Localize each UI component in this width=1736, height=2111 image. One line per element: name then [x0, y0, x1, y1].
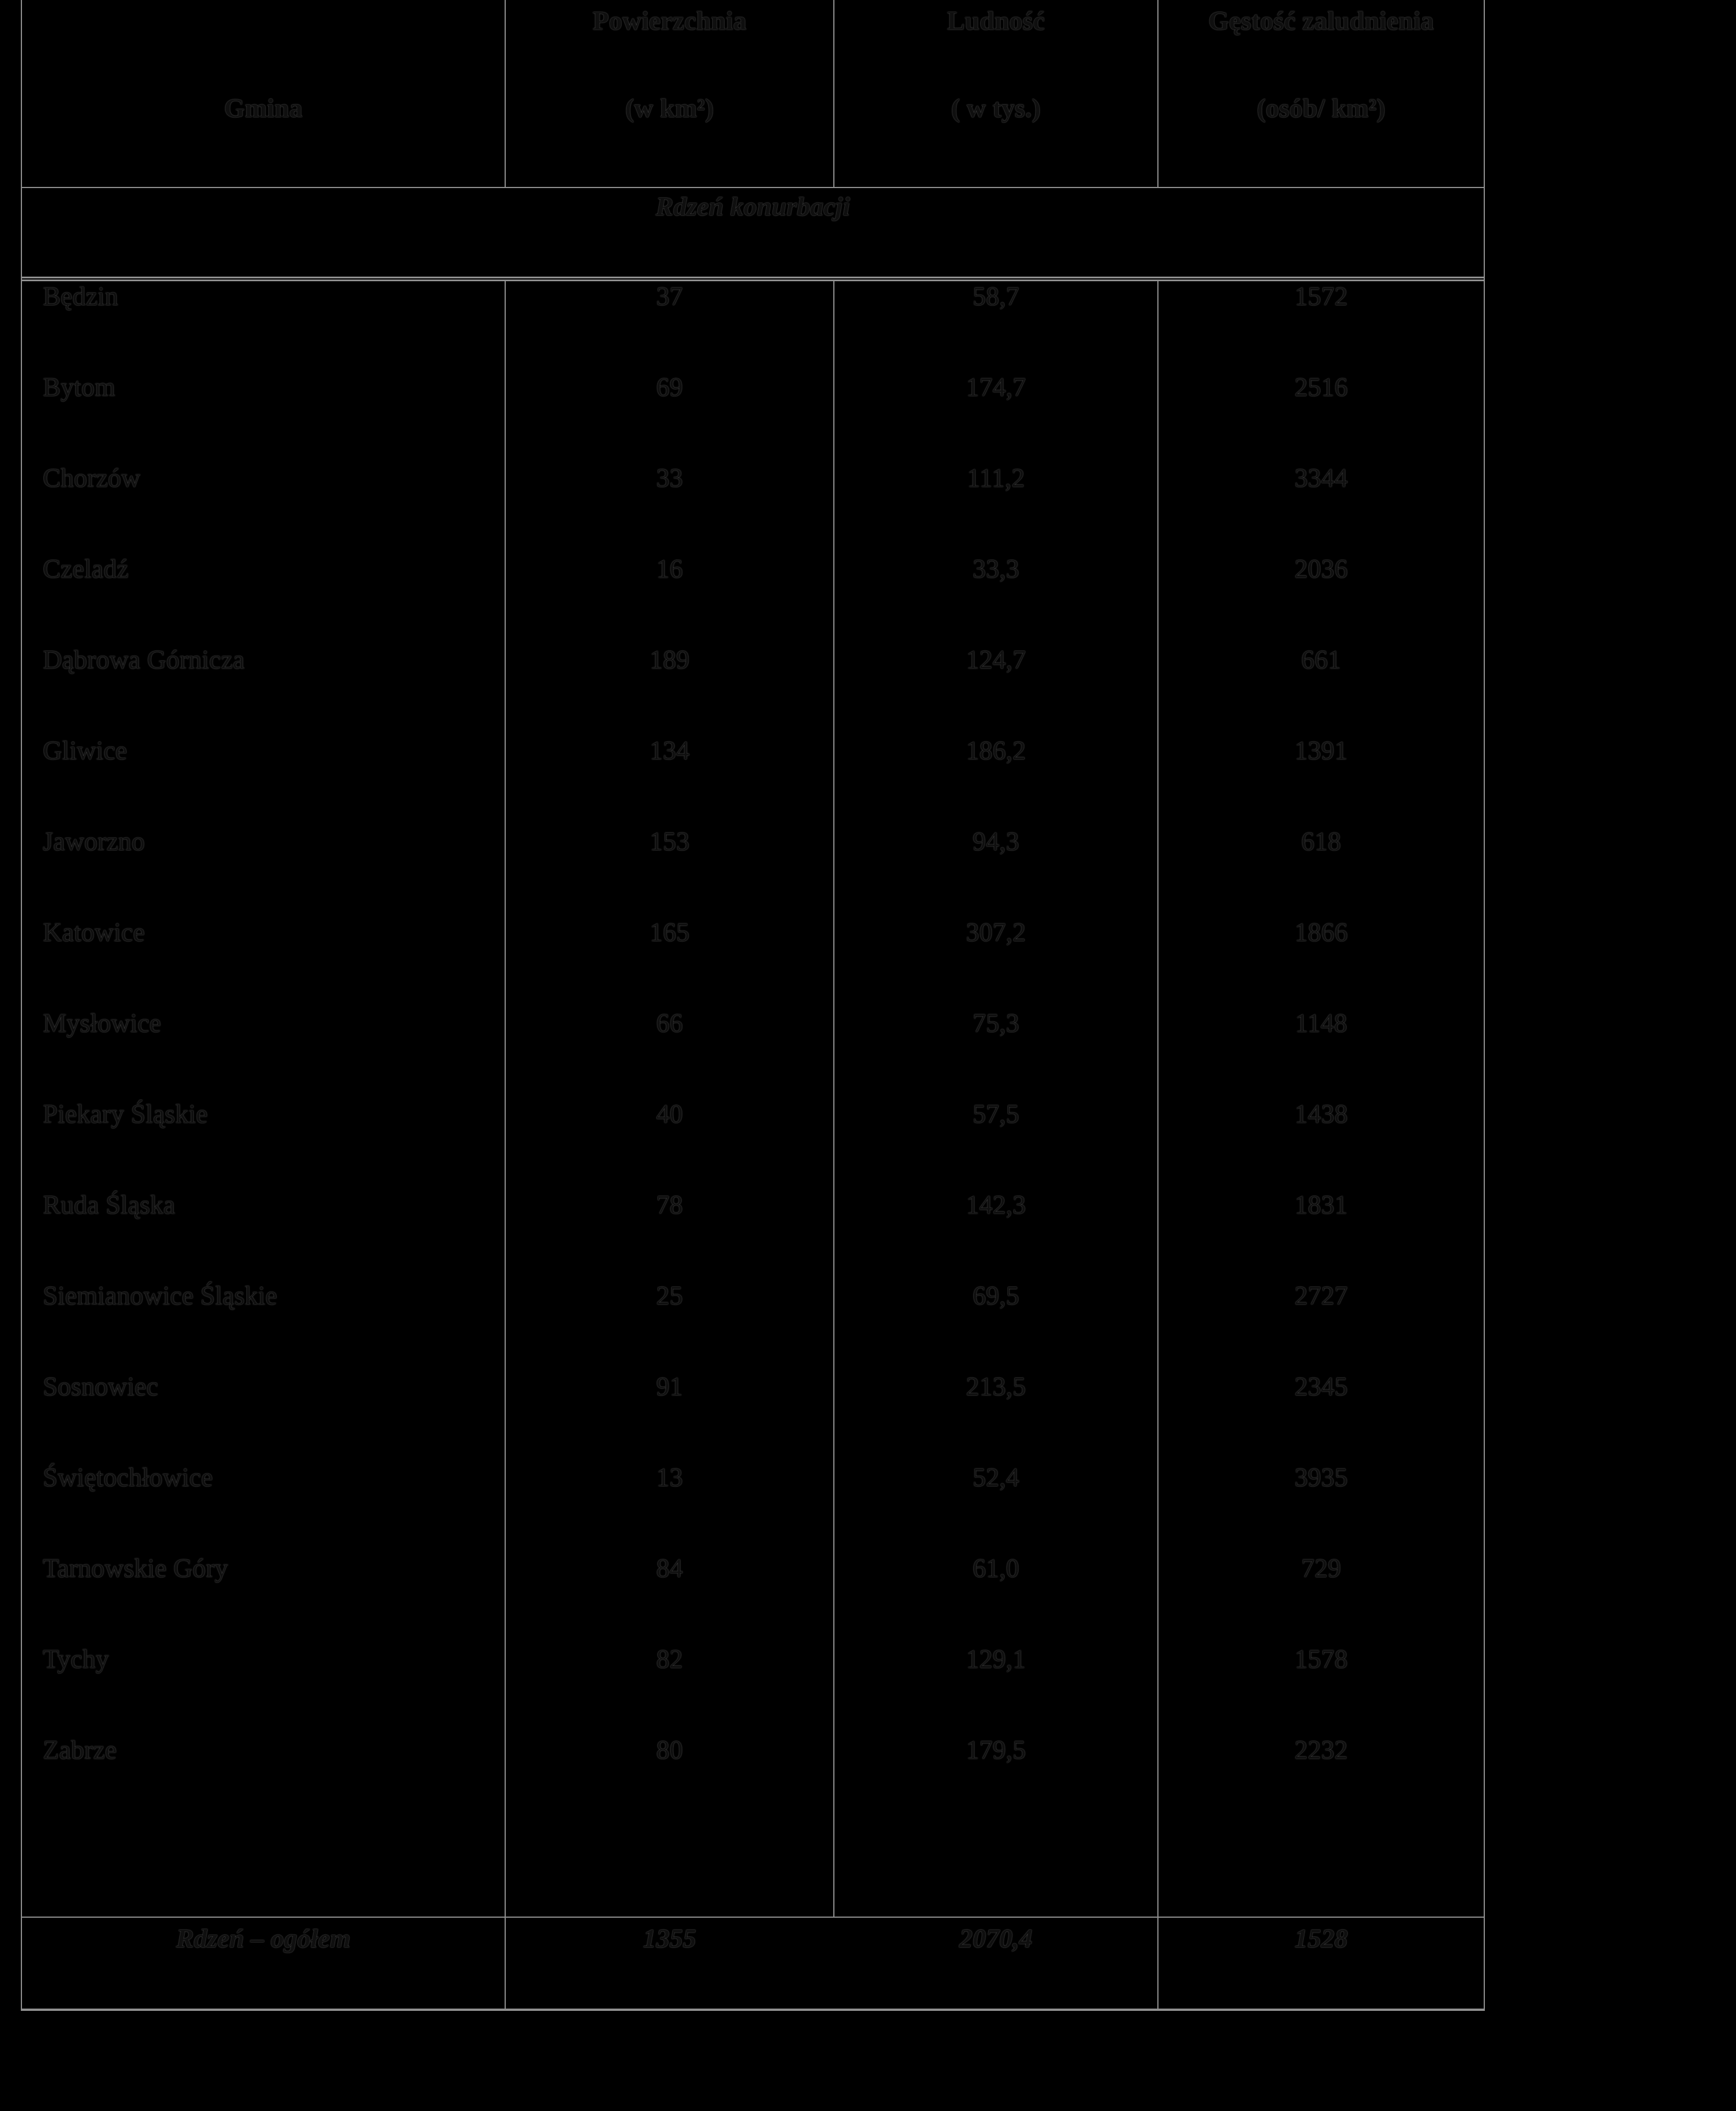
cell-density: 1578 [1294, 1644, 1348, 1674]
cell-area: 37 [506, 281, 834, 372]
cell-name: Katowice [22, 917, 506, 1008]
cell-density: 1866 [1294, 917, 1348, 947]
table-row [22, 463, 1484, 554]
table-row [22, 554, 1484, 645]
table-header-row [22, 0, 1484, 188]
cell-population: 52,4 [834, 1462, 1158, 1553]
cell-population: 57,5 [834, 1099, 1158, 1190]
cell-density: 729 [1301, 1553, 1341, 1583]
cell-population: 69,5 [834, 1281, 1158, 1371]
table-row [22, 1281, 1484, 1371]
cell-area: 153 [506, 826, 834, 917]
cell-density: 2036 [1294, 554, 1348, 583]
cell-area: 69 [506, 372, 834, 463]
cell-name: Będzin [22, 281, 506, 372]
table-row [22, 372, 1484, 463]
cell-area: 40 [506, 1099, 834, 1190]
cell-area: 134 [506, 735, 834, 826]
column-label-gmina: Gmina [224, 93, 303, 123]
table-row [22, 1644, 1484, 1735]
cell-density: 2727 [1294, 1281, 1348, 1310]
cell-name: Czeladź [22, 554, 506, 645]
cell-population: 111,2 [834, 463, 1158, 554]
empty-cell [22, 1826, 506, 1917]
cell-name: Siemianowice Śląskie [22, 1281, 506, 1371]
column-label-population: Ludność [947, 6, 1045, 35]
cell-name: Piekary Śląskie [22, 1099, 506, 1190]
cell-population: 61,0 [834, 1553, 1158, 1644]
column-label-area: Powierzchnia [593, 6, 746, 35]
cell-area: 80 [506, 1735, 834, 1826]
cell-density: 2232 [1294, 1735, 1348, 1764]
cell-area: 78 [506, 1190, 834, 1281]
cell-population: 213,5 [834, 1371, 1158, 1462]
column-unit-area: (w km²) [625, 93, 714, 123]
cell-population: 94,3 [834, 826, 1158, 917]
cell-name: Świętochłowice [22, 1462, 506, 1553]
cell-density: 2345 [1294, 1371, 1348, 1401]
table-row [22, 281, 1484, 372]
cell-density: 1831 [1294, 1190, 1348, 1219]
cell-area: 33 [506, 463, 834, 554]
header-cell-density [1158, 0, 1484, 187]
cell-population: 58,7 [834, 281, 1158, 372]
total-row [22, 1917, 1484, 2011]
cell-density: 1148 [1294, 1008, 1348, 1038]
table-row [22, 1190, 1484, 1281]
cell-name: Jaworzno [22, 826, 506, 917]
cell-population: 142,3 [834, 1190, 1158, 1281]
conurbation-table [21, 0, 1485, 2011]
cell-name: Sosnowiec [22, 1371, 506, 1462]
cell-density: 1391 [1294, 735, 1348, 765]
empty-cell [506, 1826, 834, 1917]
cell-population: 75,3 [834, 1008, 1158, 1099]
table-row [22, 1735, 1484, 1826]
cell-density: 2516 [1294, 372, 1348, 402]
section-title: Rdzeń konurbacji [655, 192, 851, 221]
table-row [22, 826, 1484, 917]
cell-density: 1438 [1294, 1099, 1348, 1128]
cell-population: 33,3 [834, 554, 1158, 645]
cell-population: 124,7 [834, 645, 1158, 735]
header-cell-gmina [22, 0, 506, 187]
empty-cell [1158, 1826, 1484, 1917]
total-density: 1528 [1294, 1924, 1348, 1953]
header-cell-area [506, 0, 834, 187]
table-row [22, 917, 1484, 1008]
total-population: 2070,4 [834, 1918, 1158, 2009]
cell-density: 618 [1301, 826, 1341, 856]
cell-density: 661 [1301, 645, 1341, 674]
section-band [22, 188, 1484, 281]
cell-name: Zabrze [22, 1735, 506, 1826]
cell-population: 307,2 [834, 917, 1158, 1008]
cell-area: 82 [506, 1644, 834, 1735]
header-cell-population [834, 0, 1158, 187]
cell-area: 13 [506, 1462, 834, 1553]
cell-population: 129,1 [834, 1644, 1158, 1735]
cell-population: 186,2 [834, 735, 1158, 826]
empty-cell [834, 1826, 1158, 1917]
cell-density: 3935 [1294, 1462, 1348, 1492]
cell-area: 25 [506, 1281, 834, 1371]
cell-density: 1572 [1294, 281, 1348, 311]
cell-area: 91 [506, 1371, 834, 1462]
table-row [22, 1008, 1484, 1099]
cell-name: Gliwice [22, 735, 506, 826]
cell-name: Mysłowice [22, 1008, 506, 1099]
total-area: 1355 [643, 1924, 696, 1953]
cell-population: 174,7 [834, 372, 1158, 463]
cell-name: Tychy [22, 1644, 506, 1735]
column-unit-density: (osób/ km²) [1256, 93, 1386, 123]
cell-population: 179,5 [834, 1735, 1158, 1826]
cell-area: 84 [506, 1553, 834, 1644]
empty-row [22, 1826, 1484, 1917]
column-label-density: Gęstość zaludnienia [1208, 6, 1434, 35]
cell-name: Tarnowskie Góry [22, 1553, 506, 1644]
table-row [22, 1462, 1484, 1553]
cell-area: 189 [506, 645, 834, 735]
total-label: Rdzeń – ogółem [22, 1918, 506, 2009]
column-unit-population: ( w tys.) [951, 93, 1041, 123]
cell-area: 165 [506, 917, 834, 1008]
cell-name: Bytom [22, 372, 506, 463]
cell-name: Ruda Śląska [22, 1190, 506, 1281]
table-row [22, 1099, 1484, 1190]
table-row [22, 645, 1484, 735]
table-row [22, 1371, 1484, 1462]
cell-area: 66 [506, 1008, 834, 1099]
cell-area: 16 [506, 554, 834, 645]
cell-name: Chorzów [22, 463, 506, 554]
cell-name: Dąbrowa Górnicza [22, 645, 506, 735]
table-row [22, 1553, 1484, 1644]
table-row [22, 735, 1484, 826]
cell-density: 3344 [1294, 463, 1348, 492]
